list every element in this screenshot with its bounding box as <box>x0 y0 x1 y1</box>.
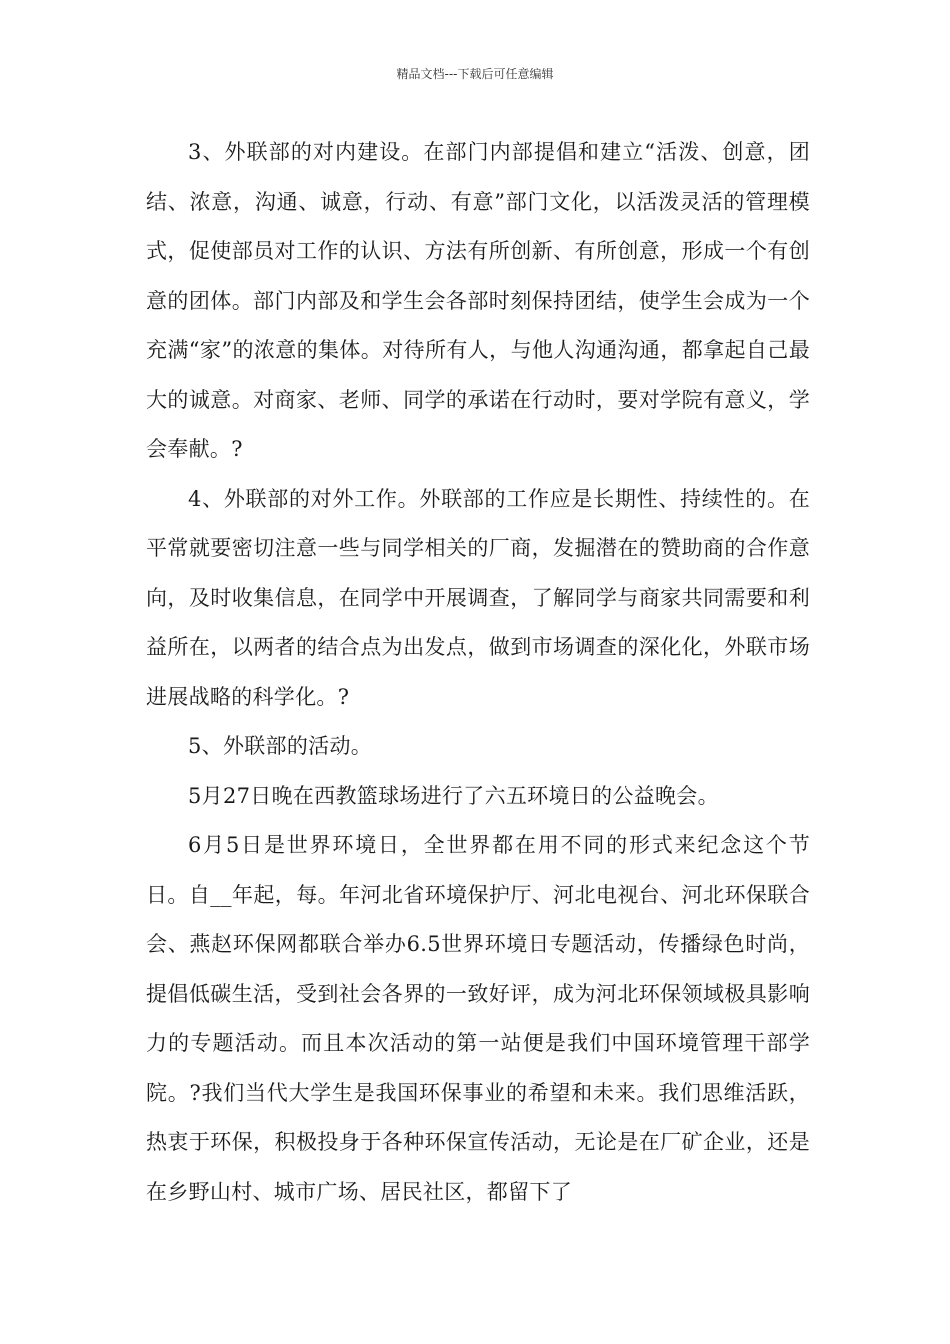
paragraph-may-27-event: 5月27日晚在西教篮球场进行了六五环境日的公益晚会。 <box>188 783 719 808</box>
page-header: 精品文档---下载后可任意编辑 <box>396 67 554 81</box>
paragraph-internal-construction: 3、外联部的对内建设。在部门内部提倡和建立“活泼、创意，团结、浓意，沟通、诚意，行动、有意”部门文化，以活泼灵活的管理模式，促使部员对工作的认识、方法有所创新、有所创意，形成一个有创意的团体。部门内部及和学生会各部时刻保持团结，使学生会成为一个充满“家”的浓意的集体。对待所有人，与他人沟通沟通，都拿起自己最大的诚意。对商家、老师、同学的承诺在行动时，要对学院有意义，学会奉献。? <box>146 140 810 461</box>
paragraph-environment-day: 6月5日是世界环境日，全世界都在用不同的形式来纪念这个节日。自__年起，每。年河北省环境保护厅、河北电视台、河北环保联合会、燕赵环保网都联合举办6.5世界环境日专题活动，传播绿色时尚，提倡低碳生活，受到社会各界的一致好评，成为河北环保领域极具影响力的专题活动。而且本次活动的第一站便是我们中国环境管理干部学院。?我们当代大学生是我国环保事业的希望和未来。我们思维活跃，热衷于环保，积极投身于各种环保宣传活动，无论是在厂矿企业，还是在乡野山村、城市广场、居民社区，都留下了 <box>146 833 810 1204</box>
paragraph-activities-heading: 5、外联部的活动。 <box>188 734 373 758</box>
document-body <box>146 128 810 1217</box>
paragraph-external-work: 4、外联部的对外工作。外联部的工作应是长期性、持续性的。在平常就要密切注意一些与同学相关的厂商，发掘潜在的赞助商的合作意向，及时收集信息，在同学中开展调查，了解同学与商家共同需要和利益所在，以两者的结合点为出发点，做到市场调查的深化化，外联市场进展战略的科学化。? <box>146 486 810 709</box>
